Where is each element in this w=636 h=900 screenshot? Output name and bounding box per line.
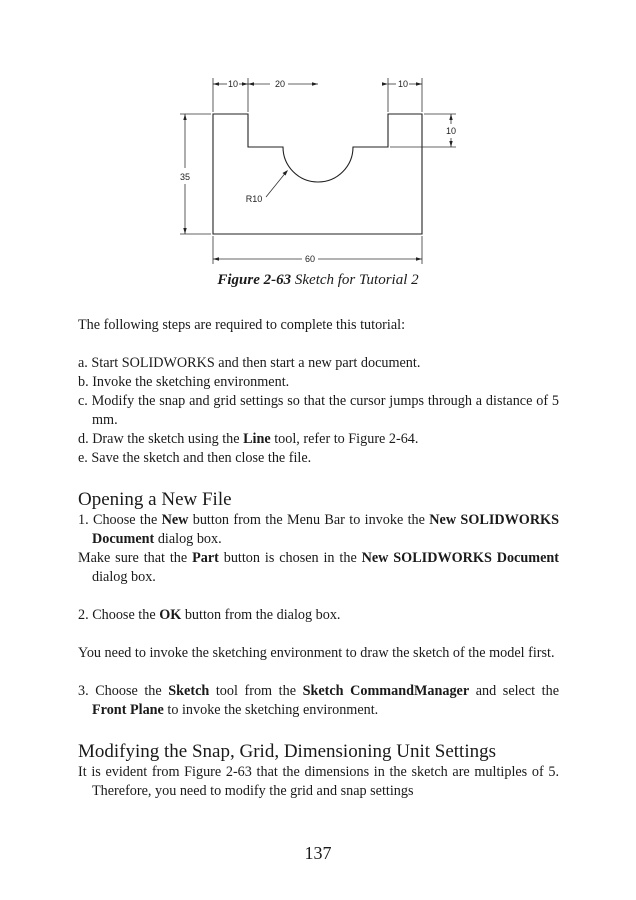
dim-left: 35: [179, 172, 191, 182]
part-note: Make sure that the Part button is chosen in the New SOLIDWORKS Document dialog box.: [78, 550, 559, 585]
snap-grid-paragraph: It is evident from Figure 2-63 that the dimensions in the sketch are multiples of 5. Therefore, you need to modify the grid and snap settings: [78, 764, 559, 799]
section-heading-snap-grid: Modifying the Snap, Grid, Dimensioning Unit Settings: [78, 741, 496, 762]
sketch-note: You need to invoke the sketching environment to draw the sketch of the model first.: [78, 645, 555, 661]
page-number: 137: [304, 843, 332, 863]
section-heading-open-file: Opening a New File: [78, 489, 232, 510]
intro-paragraph: The following steps are required to complete this tutorial:: [78, 317, 406, 333]
dim-radius: R10: [245, 194, 263, 204]
step-2: 2. Choose the OK button from the dialog box.: [78, 607, 341, 623]
dim-top-middle: 20: [274, 79, 286, 89]
step-d: d. Draw the sketch using the Line tool, refer to Figure 2-64.: [78, 431, 419, 447]
step-1: 1. Choose the New button from the Menu Bar to invoke the New SOLIDWORKS Document dialog box.: [78, 512, 559, 547]
dim-top-left: 10: [227, 79, 239, 89]
step-e: e. Save the sketch and then close the file.: [78, 450, 312, 466]
caption-text: Sketch for Tutorial 2: [294, 272, 419, 288]
figure-caption: [0, 272, 636, 289]
sketch-figure: [170, 72, 470, 272]
step-c: c. Modify the snap and grid settings so that the cursor jumps through a distance of 5 mm.: [78, 393, 559, 428]
body-text: [78, 316, 559, 801]
step-a: a. Start SOLIDWORKS and then start a new part document.: [78, 355, 421, 371]
step-3: 3. Choose the Sketch tool from the Sketch CommandManager and select the Front Plane to invoke the sketching environment.: [78, 683, 559, 718]
dim-right: 10: [445, 126, 457, 136]
dim-top-right: 10: [397, 79, 409, 89]
caption-label: Figure 2-63: [217, 272, 292, 288]
step-b: b. Invoke the sketching environment.: [78, 374, 290, 390]
dim-bottom: 60: [304, 254, 316, 264]
sketch-outline: [213, 114, 422, 234]
